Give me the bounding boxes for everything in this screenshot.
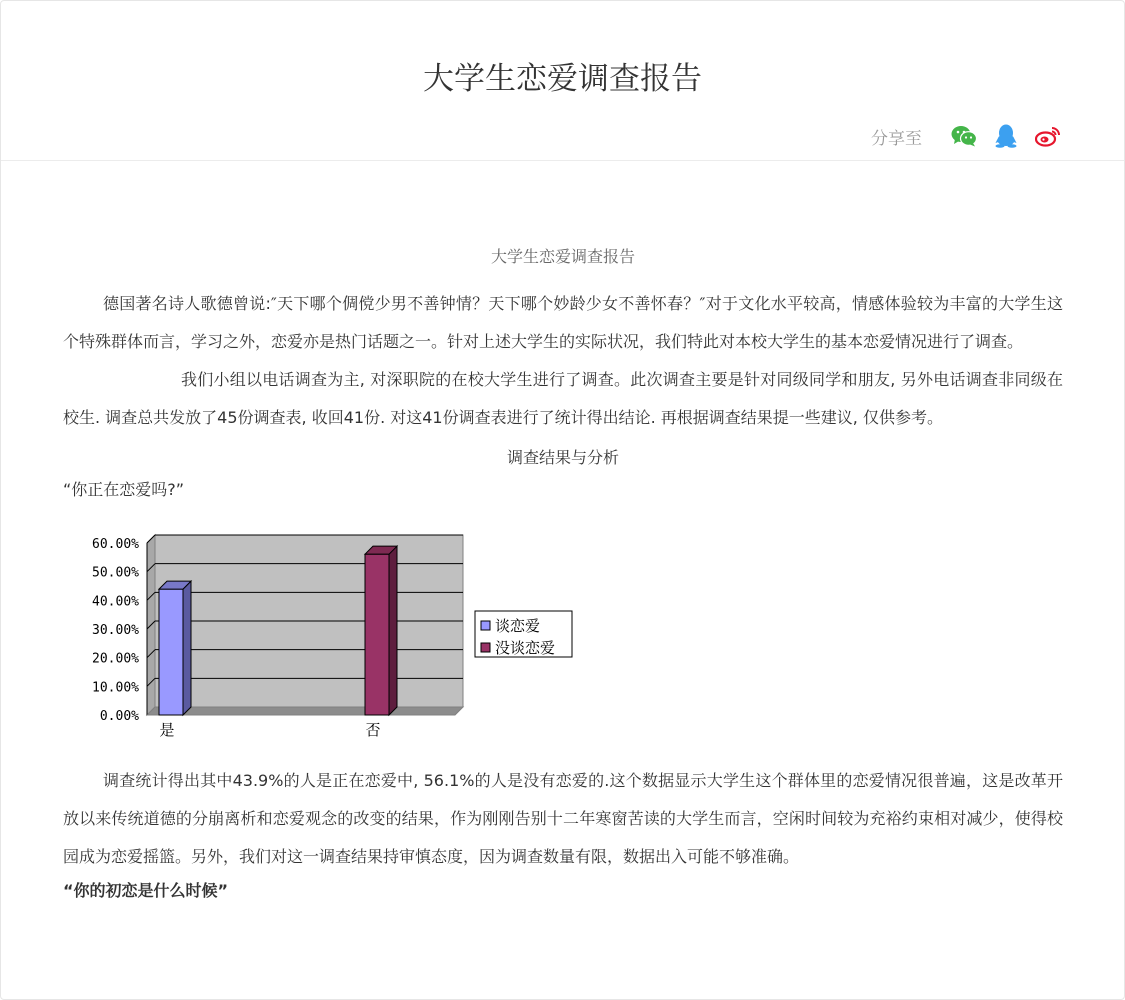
bar-chart (67, 525, 587, 750)
bar-chart-svg (67, 525, 587, 750)
legend-label: 没谈恋爱 (495, 639, 556, 657)
doc-title: 大学生恋爱调查报告 (490, 247, 635, 266)
y-tick-label: 20.00% (92, 651, 139, 667)
method-paragraph: 我们小组以电话调查为主, 对深职院的在校大学生进行了调查。此次调查主要是针对同级同学和朋友, 另外电话调查非同级在校生. 调查总共发放了45份调查表, 收回41份. 对这41份调查表进行了统计得出结论. 再根据调查结果提一些建议, 仅供参考。 (63, 370, 1063, 427)
share-bar (871, 121, 1062, 151)
bar-side (183, 581, 191, 715)
y-tick-label: 60.00% (92, 537, 139, 552)
legend-swatch (481, 621, 490, 630)
x-tick-label: 是 (159, 721, 175, 739)
y-tick-label: 0.00% (99, 709, 139, 724)
y-tick-label: 40.00% (92, 594, 139, 610)
wechat-icon[interactable] (950, 122, 978, 150)
question-1: “你正在恋爱吗?” (63, 480, 185, 499)
bar (365, 554, 389, 715)
y-tick-label: 30.00% (92, 623, 139, 638)
section-title: 调查结果与分析 (506, 448, 619, 467)
qq-icon[interactable] (992, 122, 1020, 150)
plot-floor (147, 707, 463, 715)
y-tick-label: 50.00% (92, 565, 139, 581)
legend-label: 谈恋爱 (495, 617, 541, 635)
bar (159, 589, 183, 715)
bar-side (389, 546, 397, 715)
article-header (1, 1, 1124, 161)
weibo-icon[interactable] (1034, 122, 1062, 150)
legend-swatch (481, 643, 490, 652)
y-tick-label: 10.00% (92, 680, 139, 696)
page-title: 大学生恋爱调查报告 (423, 61, 702, 97)
intro-paragraph: 德国著名诗人歌德曾说:″天下哪个倜傥少男不善钟情？天下哪个妙龄少女不善怀春？″对于文化水平较高，情感体验较为丰富的大学生这个特殊群体而言，学习之外，恋爱亦是热门话题之一。针对上述大学生的实际状况，我们特此对本校大学生的基本恋爱情况进行了调查。 (63, 294, 1063, 351)
article-body (63, 241, 1063, 906)
analysis-paragraph: 调查统计得出其中43.9%的人是正在恋爱中, 56.1%的人是没有恋爱的.这个数据显示大学生这个群体里的恋爱情况很普遍，这是改革开放以来传统道德的分崩离析和恋爱观念的改变的结果，作为刚刚告别十二年寒窗苦读的大学生而言，空闲时间较为充裕约束相对减少，使得校园成为恋爱摇篮。另外，我们对这一调查结果持审慎态度，因为调查数量有限，数据出入可能不够准确。 (63, 771, 1063, 866)
share-label: 分享至 (871, 128, 922, 149)
x-tick-label: 否 (365, 721, 381, 739)
question-2: “你的初恋是什么时候” (63, 881, 229, 900)
